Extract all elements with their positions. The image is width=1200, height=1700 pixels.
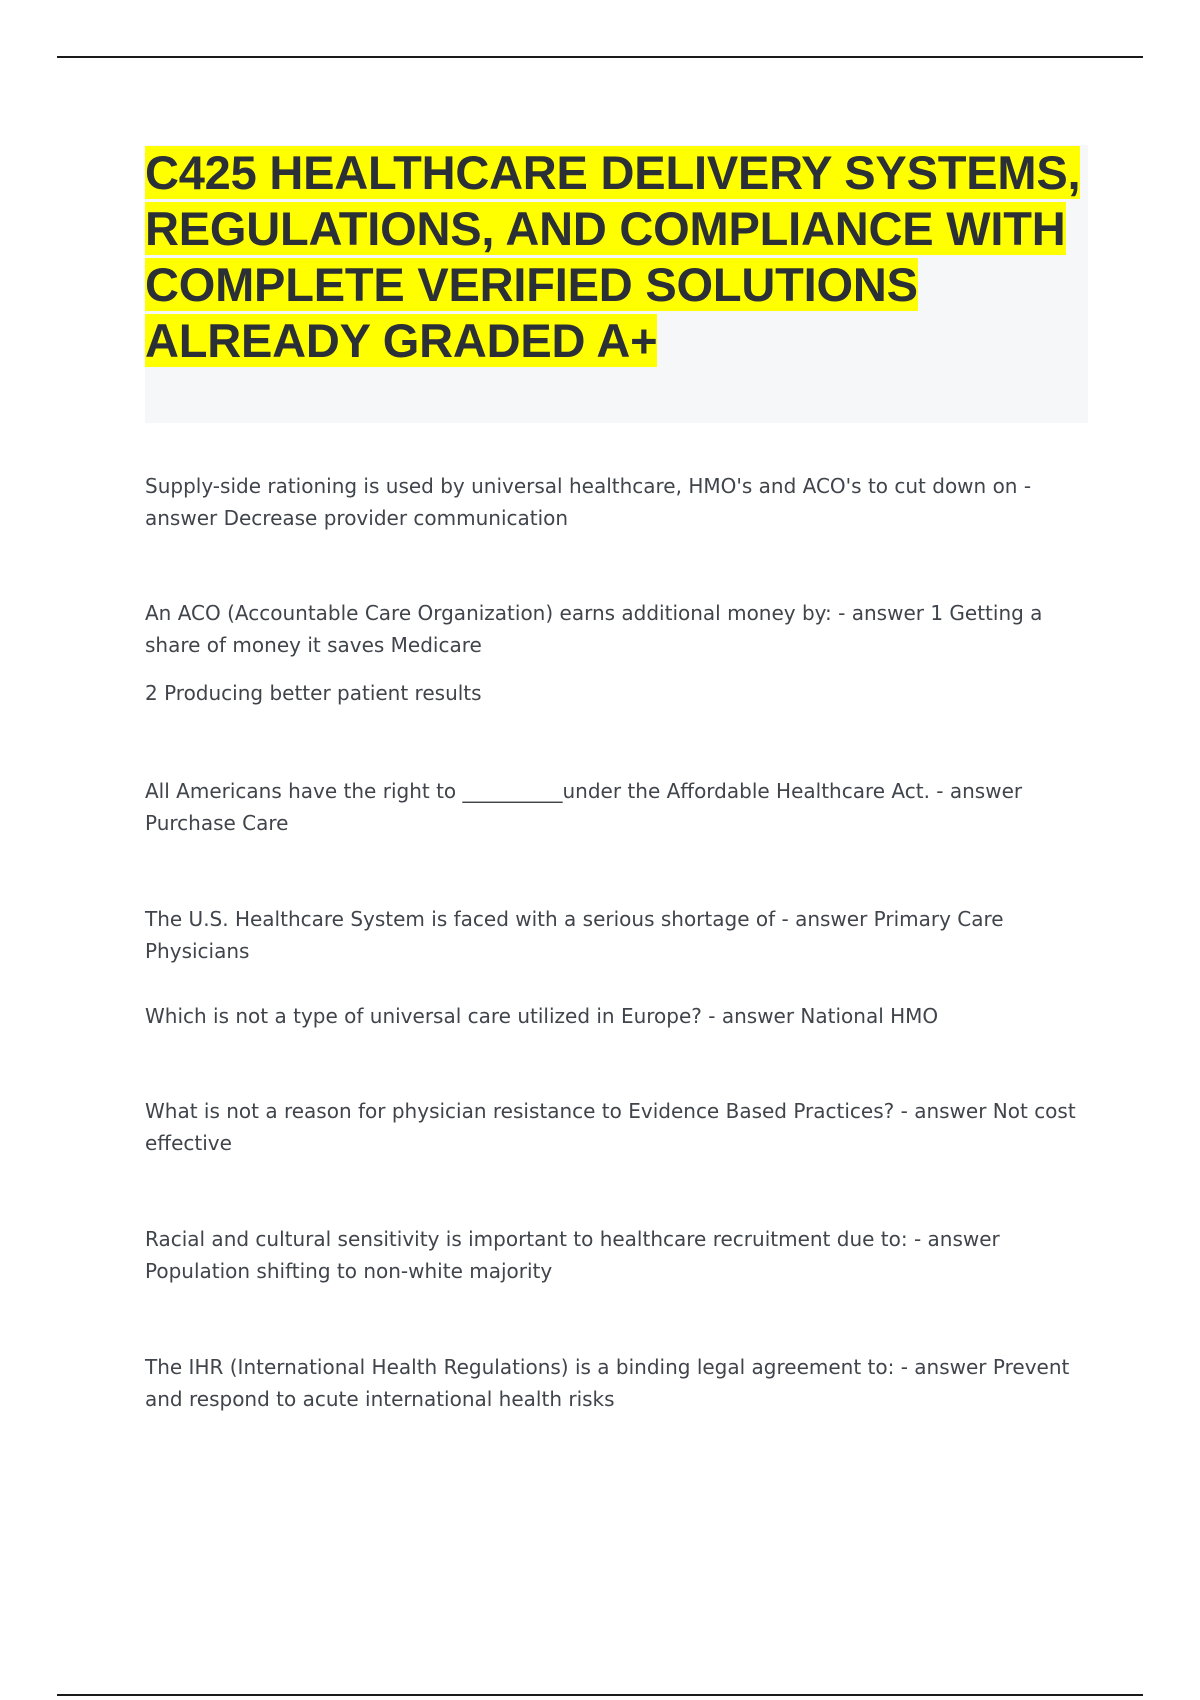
qa-item-5 bbox=[145, 1000, 1090, 1032]
qa-item-8 bbox=[145, 1351, 1090, 1415]
qa-text: An ACO (Accountable Care Organization) earns additional money by: - answer 1 Getting a share of money it saves Medicare bbox=[145, 601, 1043, 657]
title-highlight: C425 HEALTHCARE DELIVERY SYSTEMS, REGULATIONS, AND COMPLIANCE WITH COMPLETE VERIFIED SOLUTIONS ALREADY GRADED A+ bbox=[145, 146, 1081, 367]
qa-text: Supply-side rationing is used by universal healthcare, HMO's and ACO's to cut down on - answer Decrease provider communication bbox=[145, 474, 1032, 530]
qa-text-continued: 2 Producing better patient results bbox=[145, 681, 482, 705]
document-title bbox=[145, 145, 1088, 369]
qa-text: Racial and cultural sensitivity is important to healthcare recruitment due to: - answer Population shifting to non-white majority bbox=[145, 1227, 1000, 1283]
qa-text: The U.S. Healthcare System is faced with a serious shortage of - answer Primary Care Physicians bbox=[145, 907, 1004, 963]
qa-item-3 bbox=[145, 775, 1090, 839]
qa-item-1 bbox=[145, 470, 1090, 534]
top-rule bbox=[57, 56, 1143, 58]
qa-item-2 bbox=[145, 597, 1090, 709]
qa-item-4 bbox=[145, 903, 1090, 967]
qa-item-6 bbox=[145, 1095, 1090, 1159]
qa-text: Which is not a type of universal care utilized in Europe? - answer National HMO bbox=[145, 1004, 939, 1028]
title-block bbox=[145, 145, 1088, 423]
qa-text: What is not a reason for physician resistance to Evidence Based Practices? - answer Not cost effective bbox=[145, 1099, 1076, 1155]
bottom-rule bbox=[57, 1694, 1143, 1696]
qa-text: The IHR (International Health Regulations) is a binding legal agreement to: - answer Prevent and respond to acute international health risks bbox=[145, 1355, 1070, 1411]
qa-text: All Americans have the right to __________under the Affordable Healthcare Act. - answer Purchase Care bbox=[145, 779, 1023, 835]
qa-item-7 bbox=[145, 1223, 1090, 1287]
